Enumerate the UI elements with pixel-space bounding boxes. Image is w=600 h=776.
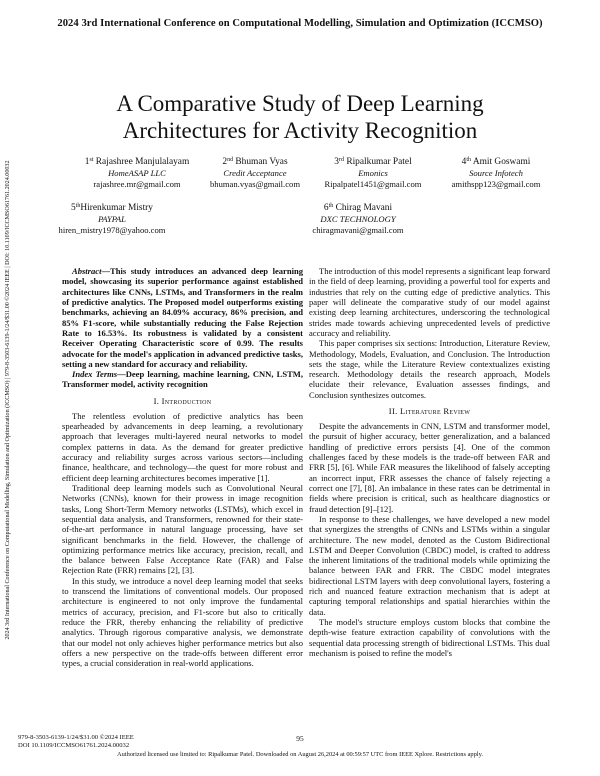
body-paragraph: In response to these challenges, we have developed a new model that synergizes the strengths of CNNs and LSTMs within a singular architecture. The new model, denoted as the Custom Bidirectional LSTM and Deeper Convolution (CBDC) model, is crafted to address the inherent limitations of the traditional models while optimizing the balance between FAR and FRR. The CBDC model integrates bidirectional LSTM layers with deep convolutional layers, fostering a rich and nuanced feature extraction mechanism that is adept at capturing temporal relationships and spatial hierarchies within the data. (309, 513, 550, 617)
author-name: Bhuman Vyas (235, 157, 288, 167)
author-block (72, 157, 202, 191)
abstract (62, 266, 303, 369)
body-paragraph: Traditional deep learning models such as Convolutional Neural Networks (CNNs), known for their prowess in image recognition tasks, Long Short-Term Memory networks (LSTMs), which excel in sequential data analysis, and Transformers, renowned for their state-of-the-art performance in natural language processing, have set significant benchmarks in the field. However, the challenge of optimizing performance metrics like accuracy, precision, recall, and the balance between False Acceptance Rate (FAR) and False Rejection Rate (FRR) remains [2], [3]. (62, 482, 303, 576)
author-number: 1 (84, 157, 90, 167)
footer-isbn: 979-8-3503-6139-1/24/$31.00 ©2024 IEEE (18, 734, 134, 741)
body-paragraph: The relentless evolution of predictive analytics has been spearheaded by advancements in deep learning, a revolutionary approach that leverages multi-layered neural networks to model complex patterns in data. As the demand for greater predictive accuracy and reliability surges across various sectors—including finance, healthcare, and technology—the quest for more robust and efficient deep learning architectures becomes imperative [1]. (62, 410, 303, 483)
author-number: 4 (461, 157, 467, 167)
author-affiliation: Emonics (358, 168, 388, 179)
author-number: 3 (334, 157, 339, 167)
left-column (62, 266, 303, 669)
author-number: 2 (222, 157, 228, 167)
author-affiliation: Credit Acceptance (223, 168, 287, 179)
author-name: Ripalkumar Patel (346, 157, 412, 167)
author-block (196, 157, 314, 191)
author-block (310, 157, 436, 191)
author-affiliation: Source Infotech (469, 168, 523, 179)
author-number: 5 (70, 203, 76, 213)
author-ordinal: th (466, 157, 471, 163)
author-name: Amit Goswami (472, 157, 531, 167)
index-terms (62, 369, 303, 390)
author-email: rajashree.mr@gmail.com (93, 179, 181, 190)
author-number: 6 (323, 203, 329, 213)
conference-header: 2024 3rd International Conference on Computational Modelling, Simulation and Optimization (ICCMSO) (57, 18, 543, 29)
footer-doi: DOI 10.1109/ICCMSO61761.2024.00032 (18, 742, 130, 749)
abstract-text: —This study introduces an advanced deep learning model, showcasing its superior performance against established architectures like CNNs, LSTMs, and Transformers in the realm of predictive analytics. The Proposed model outperforms existing benchmarks, achieving an 84.09% accuracy, 86% precision, and 85% F1-score, while substantially reducing the False Rejection Rate to 16.53%. Its robustness is validated by a consistent Receiver Operating Characteristic score of 0.99. The results advocate for the model's application in advanced predictive tasks, setting a new standard for accuracy and reliability. (62, 266, 303, 369)
author-name: Rajashree Manjulalayam (95, 157, 190, 167)
author-email: Ripalpatel1451@gmail.com (324, 179, 422, 190)
author-email: hiren_mistry1978@yahoo.com (58, 225, 166, 236)
title-line-2: Architectures for Activity Recognition (122, 118, 478, 143)
author-ordinal: th (75, 203, 81, 209)
title-line-1: A Comparative Study of Deep Learning (116, 91, 484, 116)
section-heading-introduction: I. Introduction (153, 395, 212, 406)
license-notice: Authorized licensed use limited to: Ripalkumar Patel. Downloaded on August 26,2024 at 00:59:57 UTC from IEEE Xplore. Restrictions apply. (117, 751, 483, 758)
index-terms-label: Index Terms (72, 369, 118, 380)
author-name: Chirag Mavani (335, 203, 393, 213)
author-name: Hirenkumar Mistry (80, 203, 153, 213)
body-paragraph: In this study, we introduce a novel deep learning model that seeks to transcend the limitations of conventional models. Our proposed architecture is engineered to not only improve the fundamental metrics of accuracy, precision, and F1-score but also to critically reduce the FRR, thereby enhancing the reliability of predictive analytics. Through rigorous comparative analysis, we demonstrate that our model not only achieves higher performance metrics but also offers a new perspective on the trade-offs between different error types, a crucial consideration in real-world applications. (62, 575, 303, 669)
author-ordinal: rd (338, 157, 344, 163)
body-paragraph: The introduction of this model represents a significant leap forward in the field of deep learning, providing a powerful tool for experts and industries that rely on the cutting edge of predictive analytics. This paper will delineate the comparative study of our model against existing deep learning architectures, underscoring the technological strides made towards achieving unprecedented levels of predictive accuracy and reliability. (309, 266, 550, 338)
body-paragraph: This paper comprises six sections: Introduction, Literature Review, Methodology, Models, Evaluation, and Conclusion. The Introduction sets the stage, while the Literature Review contextualizes existing research. Methodology details the research approach, Models elucidate their relevance, Evaluation assesses findings, and Conclusion synthesizes outcomes. (309, 338, 550, 400)
paper-title (40, 90, 560, 144)
author-block (435, 157, 557, 191)
author-email: chiragmavani@gmail.com (312, 225, 404, 236)
author-ordinal: nd (227, 157, 234, 163)
doi-sidebar-text: 2024 3rd International Conference on Computational Modelling, Simulation and Optimization (ICCMSO) | 979-8-3503-6139-1/24/$31.00 ©2024 IEEE | DOI: 10.1109/ICCMSO61761.2024.00032 (5, 160, 11, 640)
body-paragraph: Despite the advancements in CNN, LSTM and transformer model, the pursuit of higher accuracy, better generalization, and a balanced handling of predictive errors persists [4]. One of the common challenges faced by these models is the trade-off between FAR and FRR [5], [6]. While FAR measures the likelihood of falsely accepting an incorrect input, FRR assesses the chance of falsely rejecting a correct one [7], [8]. An imbalance in these rates can be detrimental in fields where precision is critical, such as healthcare diagnostics or fraud detection [9]–[12]. (309, 421, 550, 514)
abstract-label: Abstract (72, 266, 102, 276)
author-email: bhuman.vyas@gmail.com (209, 179, 301, 190)
section-heading-literature-review: II. Literature Review (388, 406, 471, 417)
page-number: 95 (296, 734, 304, 743)
author-block (298, 203, 418, 237)
author-email: amithspp123@gmail.com (451, 179, 541, 190)
index-terms-text: —Deep learning, machine learning, CNN, LSTM, Transformer model, activity recognition (62, 369, 304, 390)
author-affiliation: DXC TECHNOLOGY (320, 214, 396, 225)
author-block (50, 203, 174, 237)
doi-sidebar (3, 120, 13, 680)
author-affiliation: HomeASAP LLC (108, 168, 166, 179)
right-column (309, 266, 550, 658)
author-affiliation: PAYPAL (98, 214, 126, 225)
body-paragraph: The model's structure employs custom blocks that combine the depth-wise feature extraction capability of convolutions with the sequential data processing strength of bidirectional LSTMs. This dual mechanism is poised to refine the model's (309, 617, 550, 658)
author-ordinal: st (89, 157, 94, 163)
author-ordinal: th (328, 203, 334, 209)
